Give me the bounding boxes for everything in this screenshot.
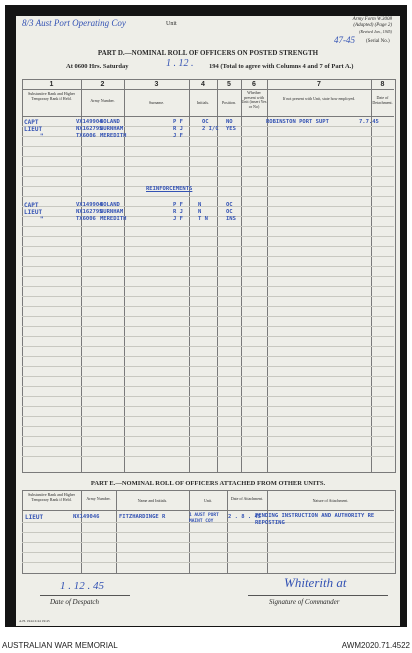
- date-handwritten: 1 . 12 .: [166, 58, 194, 69]
- col-head-present: Whether present with Unit (insert Yes or No): [241, 90, 267, 109]
- col-head-detachment-date: Date of Detachment.: [372, 95, 393, 105]
- part-e-row-army-number: NX149046: [73, 514, 100, 520]
- archive-reference: AWM2020.71.4522: [341, 641, 410, 650]
- unit-name-handwritten: 8/3 Aust Port Operating Coy: [22, 18, 126, 28]
- col-num-7: 7: [317, 81, 321, 88]
- detachment-date-entry: 7.7.45: [359, 119, 379, 125]
- part-e-head-name: Name and Initials.: [137, 498, 168, 503]
- despatch-date-handwritten: 1 . 12 . 45: [60, 580, 104, 592]
- reinforcements-heading: REINFORCEMENTS: [146, 186, 193, 192]
- part-e-row-name: FITZHARDINGE R: [119, 514, 166, 520]
- col-head-position: Position.: [221, 100, 237, 105]
- archive-name: AUSTRALIAN WAR MEMORIAL: [2, 641, 118, 650]
- despatch-label: Date of Despatch: [50, 598, 99, 606]
- col-head-army-number: Army Number.: [90, 98, 115, 103]
- col-head-surname: Surname.: [148, 100, 165, 105]
- employment-entry: ROBINSTON PORT SUPT: [266, 119, 329, 125]
- document-scan-border: [5, 5, 407, 627]
- print-code: A.H. 1944 2/44 19/45: [19, 619, 50, 623]
- part-e-row-date: 2 . 8 . 45: [228, 514, 262, 520]
- col-num-3: 3: [154, 81, 159, 88]
- part-e-row-nature: PENDING INSTRUCTION AND AUTHORITY RE REPOSTING: [255, 513, 375, 526]
- col-num-4: 4: [201, 81, 205, 88]
- part-d-subtitle-prefix: At 0600 Hrs. Saturday: [66, 63, 129, 70]
- col-num-6: 6: [252, 81, 256, 88]
- col-head-employment: If not present with Unit, state how employed.: [282, 96, 356, 101]
- part-e-head-nature: Nature of Attachment.: [312, 498, 349, 503]
- archive-caption: [0, 640, 412, 653]
- col-head-rank: Substantive Rank and Higher Temporary Rank if Held.: [28, 91, 75, 101]
- col-num-2: 2: [100, 81, 105, 88]
- part-e-head-army-number: Army Number.: [86, 496, 111, 501]
- unit-label: Unit: [166, 21, 177, 27]
- part-e-head-unit: Unit.: [203, 498, 213, 503]
- part-e-head-attachment-date: Date of Attachment.: [230, 496, 264, 501]
- table-row: CAPT LIEUT ": [24, 119, 44, 140]
- col-num-5: 5: [227, 81, 231, 88]
- signature-label: Signature of Commander: [269, 598, 340, 606]
- part-e-row-rank: LIEUT: [25, 514, 44, 521]
- part-d-title: PART D.—NOMINAL ROLL OF OFFICERS ON POSTED STRENGTH: [97, 49, 319, 57]
- part-d-subtitle-suffix: 194 (Total to agree with Columns 4 and 7 of Part A.): [209, 63, 354, 70]
- commander-signature: Whiterith at: [284, 575, 347, 590]
- part-e-head-rank: Substantive Rank and Higher Temporary Rank if Held.: [28, 492, 75, 502]
- serial-label: (Serial No.): [366, 39, 390, 44]
- part-e-row-unit: 1 AUST PORT MAINT COY: [189, 513, 219, 524]
- army-form-page: 8/3 Aust Port Operating Coy Unit Army Form W.3008 (Adapted) (Page 2) (Revised Jan., 1945) 47-45 (Serial No.) PART D.—NOMINAL ROLL OF OFFICERS ON POSTED STRENGTH At 0600 Hrs. Saturday 1 . 12 . 194 (Total to agree with Columns 4 and 7 of Part A.) 1 2 3 4 5 6 7 8 Substantive Rank and Higher Temporary Rank if Held. Army Number. Surname. Initials. Position. Whether present with Unit (insert Yes or No) If not present with Unit, state how employed. Date of Detachment. CAPT LIEUT " VX149904 NX162795 TX6006 BOLAND BURNHAM MEREDITH P F R J J F OC 2 I/C NO YES ROBINSTON PORT SUPT 7.7.45 REINFORCEMENTS CAPT LIEUT " VX149904 NX162795 TX6006 BOLAND BURNHAM MEREDITH P F R J J F N N T N OC OC INS PART E.—NOMINAL ROLL OF OFFICERS ATTACHED FROM OTHER UNITS. Substantive Rank and Higher Temporary Rank if Held. Army Number. Name and Initials. Unit. Date of Attachment. Nature of Attachment. LIEUT NX149046 FITZHARDINGE R 1 AUST PORT MAINT COY 2 . 8 . 45 PENDING INSTRUCTION AND AUTHORITY RE REPOSTING 1 . 12 . 45 Date of Despatch Whiterith at Signature of Commander A.H. 1944 2/44 19/45: [16, 16, 400, 626]
- serial-number-handwritten: 47-45: [334, 35, 355, 45]
- col-num-1: 1: [49, 81, 54, 88]
- part-e-title: PART E.—NOMINAL ROLL OF OFFICERS ATTACHED FROM OTHER UNITS.: [90, 480, 326, 487]
- col-head-initials: Initials.: [196, 100, 210, 105]
- form-id: Army Form W.3008 (Adapted) (Page 2) (Revised Jan., 1945): [352, 17, 392, 34]
- col-num-8: 8: [380, 81, 385, 88]
